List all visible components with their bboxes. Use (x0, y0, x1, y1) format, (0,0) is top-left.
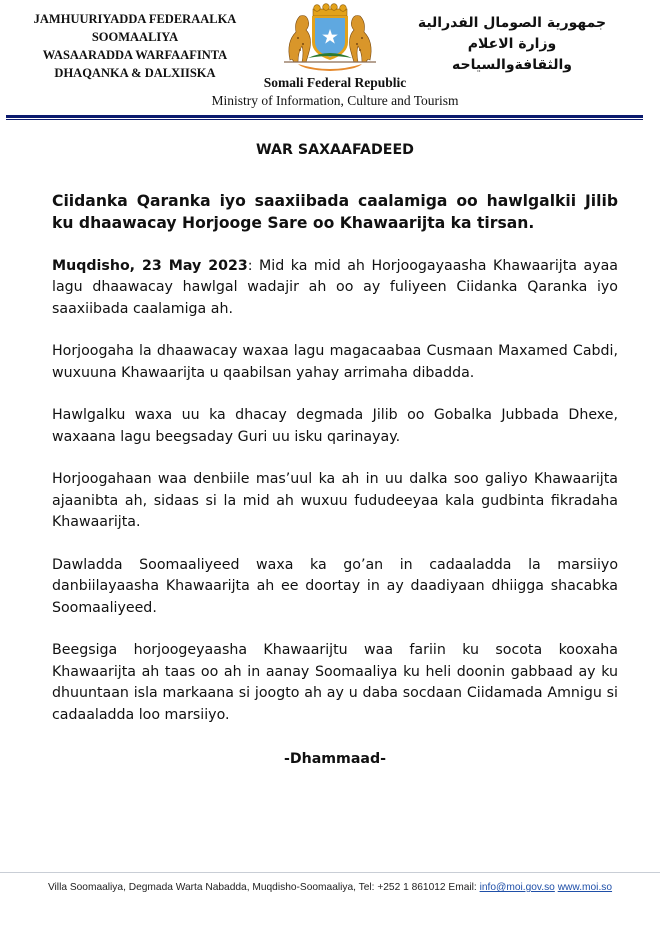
letterhead-somali-line: SOOMAALIYA (91, 30, 179, 44)
footer-address: Villa Soomaaliya, Degmada Warta Nabadda, Muqdisho-Soomaaliya, Tel: +252 1 861012 Email: (47, 882, 480, 893)
letterhead-somali-line: DHAQANKA & DALXIISKA (54, 66, 216, 80)
header-rule-thin (6, 119, 643, 120)
letterhead-arabic (402, 13, 622, 76)
letterhead-somali (10, 10, 260, 82)
paragraph-text: : Mid ka mid ah Horjoogayaasha Khawaarijta ayaa lagu dhaawacay hawlgal wadajir ah oo ay fuliyeen Ciidanka Qaranka iyo saaxiibada caalamiga ah. (52, 257, 618, 317)
letterhead-english (180, 74, 490, 110)
paragraph: Dawladda Soomaaliyeed waxa ka go’an in cadaaladda la marsiiyo danbiilayaasha Khawaarijta ah ee doortay in ay daadiyaan dhiigga shacabka Soomaaliyeed. (52, 556, 618, 616)
paragraph (52, 256, 618, 321)
header-rule (6, 115, 643, 118)
dateline: Muqdisho, 23 May 2023 (52, 257, 248, 274)
paragraph: Horjoogaha la dhaawacay waxaa lagu magacaabaa Cusmaan Maxamed Cabdi, wuxuuna Khawaarijta u qaabilsan yahay arrimaha dibadda. (52, 343, 618, 381)
closing-mark: -Dhammaad- (283, 751, 387, 767)
document-title: WAR SAXAAFADEED (256, 142, 414, 158)
letterhead-arabic-line: والثقافةوالسياحه (451, 57, 573, 73)
email-link[interactable]: info@moi.gov.so (479, 882, 555, 893)
press-release-body (52, 140, 618, 771)
somalia-coat-of-arms-icon (276, 2, 384, 74)
headline: Ciidanka Qaranka iyo saaxiibada caalamiga oo hawlgalkii Jilib ku dhaawacay Horjooge Sare oo Khawaarijta ka tirsan. (52, 191, 618, 232)
letterhead-somali-line: JAMHUURIYADDA FEDERAALKA (33, 12, 237, 26)
ministry-name: Ministry of Information, Culture and Tourism (211, 93, 459, 108)
letterhead-arabic-line: وزارة الاعلام (467, 36, 557, 52)
republic-name: Somali Federal Republic (263, 75, 407, 90)
paragraph: Horjoogahaan waa denbiile mas’uul ka ah in uu dalka soo galiyo Khawaarijta ajaanibta ah, sidaas si la mid ah wuxuu fududeeyaa kala gudbinta fikradaha Khawaarijta. (52, 471, 618, 530)
letterhead-arabic-line: جمهورية الصومال الفدرالية (417, 15, 607, 31)
footer-rule (0, 872, 660, 873)
letterhead-somali-line: WASAARADDA WARFAAFINTA (42, 48, 228, 62)
website-link[interactable]: www.moi.so (557, 882, 613, 893)
paragraph: Beegsiga horjoogeyaasha Khawaarijtu waa fariin ku socota kooxaha Khawaarijta ah taas oo ah in aanay Soomaaliya ku heli doonin gabbaad ay ku dhuuntaan isla markaana si joogto ah ay u daba socdaan Ciidamada Amnigu si cadaaladda loo marsiiyo. (52, 642, 618, 723)
footer (0, 882, 660, 893)
paragraph: Hawlgalku waxa uu ka dhacay degmada Jilib oo Gobalka Jubbada Dhexe, waxaana lagu beegsaday Guri uu isku qarinayay. (52, 407, 618, 445)
